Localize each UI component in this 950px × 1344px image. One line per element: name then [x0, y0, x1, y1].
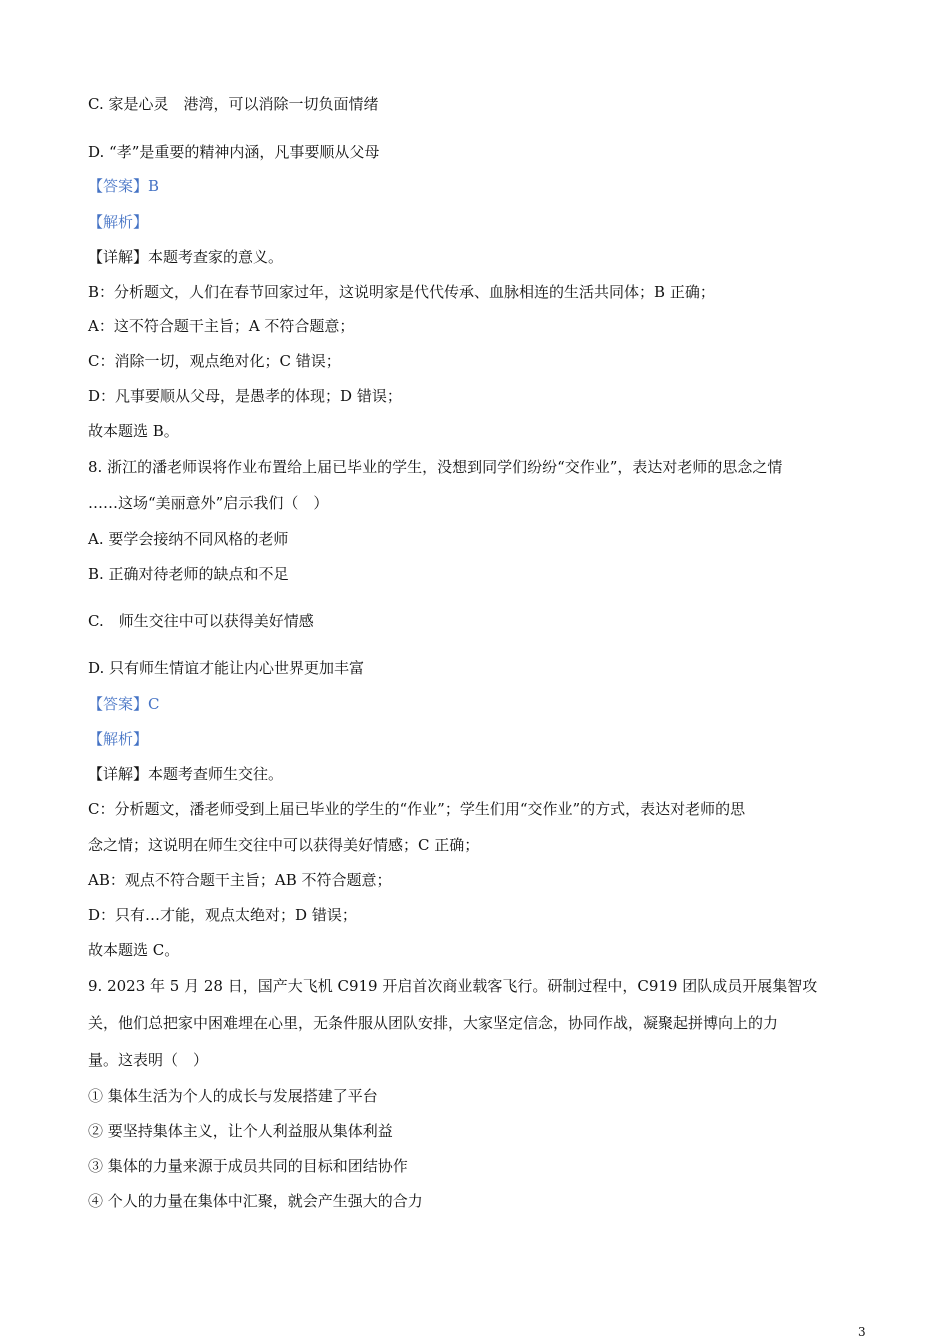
- explanation-line: D：只有…才能，观点太绝对；D 错误；: [88, 906, 357, 924]
- option-a-q8: A. 要学会接纳不同风格的老师: [88, 530, 289, 548]
- question-9-stem: 量。这表明（ ）: [88, 1051, 209, 1069]
- explanation-line: 念之情；这说明在师生交往中可以获得美好情感；C 正确；: [88, 836, 480, 854]
- statement-4-q9: ④ 个人的力量在集体中汇聚，就会产生强大的合力: [88, 1192, 423, 1210]
- answer-label-q7: 【答案】B: [88, 177, 160, 195]
- explanation-line: C：分析题文，潘老师受到上届已毕业的学生的“作业”；学生们用“交作业”的方式，表达对老师的思: [88, 800, 746, 818]
- question-8-stem: 8. 浙江的潘老师误将作业布置给上届已毕业的学生，没想到同学们纷纷“交作业”，表达对老师的思念之情: [88, 458, 783, 476]
- option-b-q8: B. 正确对待老师的缺点和不足: [88, 565, 289, 583]
- statement-2-q9: ② 要坚持集体主义，让个人利益服从集体利益: [88, 1122, 393, 1140]
- question-9-stem: 9. 2023 年 5 月 28 日，国产大飞机 C919 开启首次商业载客飞行。研制过程中，C919 团队成员开展集智攻: [88, 977, 818, 995]
- analysis-label-q8: 【解析】: [88, 730, 149, 748]
- conclusion-q8: 故本题选 C。: [88, 941, 180, 959]
- option-c-q7: C. 家是心灵 港湾，可以消除一切负面情绪: [88, 95, 379, 113]
- question-9-stem: 关，他们总把家中困难埋在心里，无条件服从团队安排，大家坚定信念，协同作战，凝聚起拼博向上的力: [88, 1014, 779, 1032]
- question-8-stem: ……这场“美丽意外”启示我们（ ）: [88, 494, 329, 512]
- explanation-line: C：消除一切，观点绝对化；C 错误；: [88, 352, 341, 370]
- detail-q7: 【详解】本题考查家的意义。: [88, 248, 284, 266]
- conclusion-q7: 故本题选 B。: [88, 422, 179, 440]
- detail-q8: 【详解】本题考查师生交往。: [88, 765, 284, 783]
- explanation-line: AB：观点不符合题干主旨；AB 不符合题意；: [88, 871, 392, 889]
- explanation-line: B：分析题文，人们在春节回家过年，这说明家是代代传承、血脉相连的生活共同体；B 正确；: [88, 283, 715, 301]
- statement-3-q9: ③ 集体的力量来源于成员共同的目标和团结协作: [88, 1157, 408, 1175]
- answer-label-q8: 【答案】C: [88, 695, 160, 713]
- statement-1-q9: ① 集体生活为个人的成长与发展搭建了平台: [88, 1087, 378, 1105]
- explanation-line: A：这不符合题干主旨；A 不符合题意；: [88, 317, 355, 335]
- option-c-q8: C. 师生交往中可以获得美好情感: [88, 612, 314, 630]
- explanation-line: D：凡事要顺从父母，是愚孝的体现；D 错误；: [88, 387, 402, 405]
- option-d-q7: D. “孝”是重要的精神内涵，凡事要顺从父母: [88, 143, 380, 161]
- analysis-label-q7: 【解析】: [88, 213, 149, 231]
- page-number: 3: [858, 1325, 866, 1339]
- option-d-q8: D. 只有师生情谊才能让内心世界更加丰富: [88, 659, 365, 677]
